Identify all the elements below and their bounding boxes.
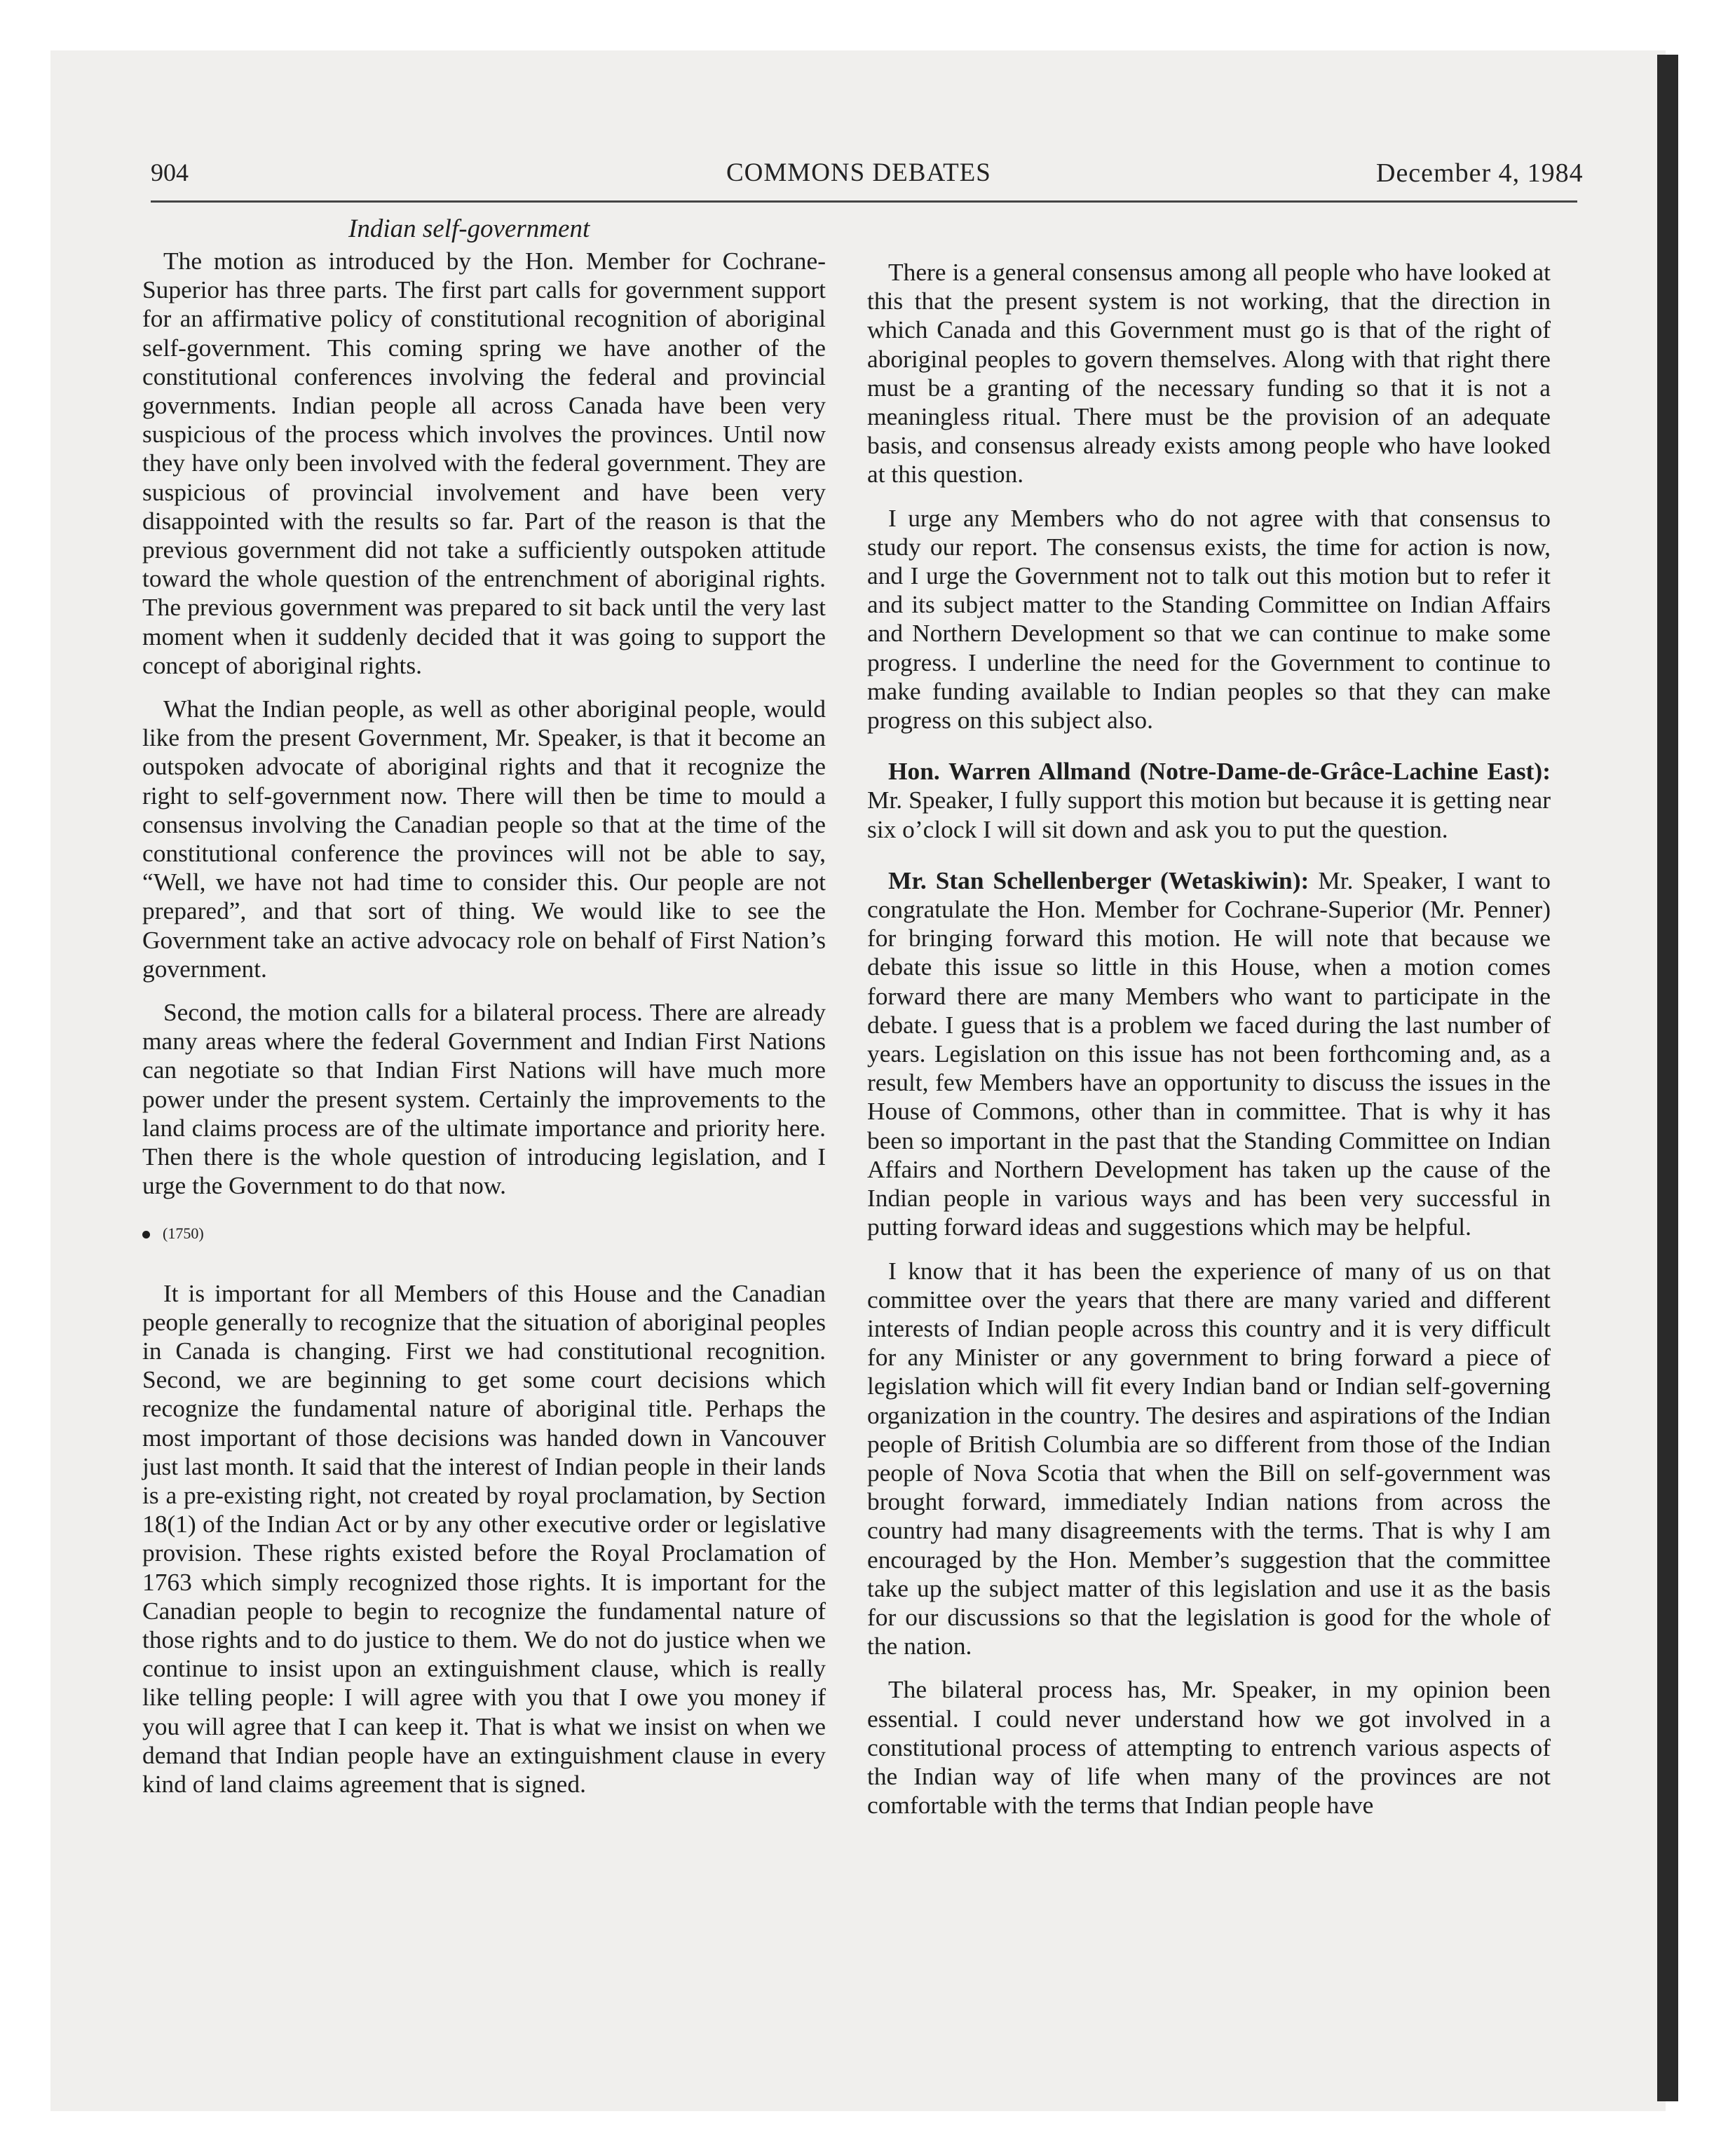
running-title: COMMONS DEBATES	[726, 158, 991, 187]
speaker-name: Mr. Stan Schellenberger (Wetaskiwin):	[888, 866, 1309, 894]
issue-date: December 4, 1984	[1376, 158, 1584, 188]
paragraph: What the Indian people, as well as other aboriginal people, would like from the present Government, Mr. Speaker, is that it become an outspoken advocate of aboriginal rights and that it recognize the right to self-government now. There will then be time to mould a consensus involving the Canadian people so that at the time of the constitutional conference the provinces will not be able to say, “Well, we have not had time to consider this. Our people are not prepared”, and that sort of thing. We would like to see the Government take an active advocacy role on behalf of First Nation’s government.	[142, 695, 826, 983]
right-column	[867, 258, 1551, 1834]
paragraph: Second, the motion calls for a bilateral process. There are already many areas where the federal Government and Indian First Nations can negotiate so that Indian First Nations will have much more power under the present system. Certainly the improvements to the land claims process are of the ultimate importance and priority here. Then there is the whole question of introducing legislation, and I urge the Government to do that now.	[142, 998, 826, 1200]
timestamp-label: (1750)	[163, 1224, 204, 1242]
header-rule	[151, 200, 1577, 203]
paragraph: It is important for all Members of this House and the Canadian people generally to recognize that the situation of aboriginal peoples in Canada is changing. First we had constitutional recognition. Second, we are beginning to get some court decisions which recognize the fundamental nature of aboriginal title. Perhaps the most important of those decisions was handed down in Vancouver just last month. It said that the interest of Indian people in their lands is a pre-existing right, not created by royal proclamation, by Section 18(1) of the Indian Act or by any other executive order or legislative provision. These rights existed before the Royal Proclamation of 1763 which simply recognized those rights. It is important for the Canadian people to begin to recognize the fundamental nature of those rights and to do justice to them. We do not do justice when we continue to insist upon an extinguishment clause, which is really like telling people: I will agree with you that I owe you money if you will agree that I can keep it. That is what we insist on when we demand that Indian people have an extinguishment clause in every kind of land claims agreement that is signed.	[142, 1278, 826, 1798]
paragraph: I know that it has been the experience of many of us on that committee over the years that there are many varied and different interests of Indian people across this country and it is very difficult for any Minister or any government to bring forward a piece of legislation which will fit every Indian band or Indian self-governing organization in the country. The desires and aspirations of the Indian people of British Columbia are so different from those of the Indian people of Nova Scotia that when the Bill on self-government was brought forward, immediately Indian nations from across the country had many disagreements with the terms. That is why I am encouraged by the Hon. Member’s suggestion that the committee take up the subject matter of this legislation and use it as the basis for our discussions so that the legislation is good for the whole of the nation.	[867, 1256, 1551, 1660]
speech-schellenberger	[867, 866, 1551, 1242]
left-column	[142, 214, 826, 1813]
speaker-name: Hon. Warren Allmand (Notre-Dame-de-Grâce-Lachine East):	[888, 757, 1551, 786]
speech-allmand	[867, 757, 1551, 844]
speech-text: Mr. Speaker, I fully support this motion but because it is getting near six o’clock I will sit down and ask you to put the question.	[867, 786, 1551, 843]
paragraph: The motion as introduced by the Hon. Member for Cochrane-Superior has three parts. The first part calls for government support for an affirmative policy of constitutional recognition of aboriginal self-government. This coming spring we have another of the constitutional conferences involving the federal and provincial governments. Indian people all across Canada have been very suspicious of the process which involves the provinces. Until now they have only been involved with the federal government. They are suspicious of provincial involvement and have been very disappointed with the results so far. Part of the reason is that the previous government did not take a sufficiently outspoken attitude toward the whole question of the entrenchment of aboriginal rights. The previous government was prepared to sit back until the very last moment when it suddenly decided that it was going to support the concept of aboriginal rights.	[142, 247, 826, 679]
bullet-icon	[142, 1231, 150, 1239]
scan-edge-shadow	[1657, 55, 1678, 2101]
paragraph: There is a general consensus among all people who have looked at this that the present system is not working, that the direction in which Canada and this Government must go is that of the right of aboriginal peoples to govern themselves. Along with that right there must be a granting of the necessary funding so that it is not a meaningless ritual. There must be the provision of an adequate basis, and consensus already exists among people who have looked at this question.	[867, 258, 1551, 489]
speech-text: Mr. Speaker, I want to congratulate the Hon. Member for Cochrane-Superior (Mr. Penner) for bringing forward this motion. He will note that because we debate this issue so little in this House, when a motion comes forward there are many Members who want to participate in the debate. I guess that is a problem we faced during the last number of years. Legislation on this issue has not been forthcoming and, as a result, few Members have an opportunity to discuss the issues in the House of Commons, other than in committee. That is why it has been so important in the past that the Standing Committee on Indian Affairs and Northern Development has taken up the cause of the Indian people in various ways and has been very successful in putting forward ideas and suggestions which may be helpful.	[867, 866, 1551, 1241]
timestamp-marker	[142, 1223, 826, 1244]
page-number: 904	[151, 158, 189, 186]
section-heading: Indian self-government	[348, 214, 590, 243]
paragraph: The bilateral process has, Mr. Speaker, in my opinion been essential. I could never understand how we got involved in a constitutional process of attempting to entrench various aspects of the Indian way of life when many of the provinces are not comfortable with the terms that Indian people have	[867, 1675, 1551, 1820]
paragraph: I urge any Members who do not agree with that consensus to study our report. The consensus exists, the time for action is now, and I urge the Government not to talk out this motion but to refer it and its subject matter to the Standing Committee on Indian Affairs and Northern Development so that we can continue to make some progress. I underline the need for the Government to continue to make funding available to Indian peoples so that they can make progress on this subject also.	[867, 503, 1551, 735]
